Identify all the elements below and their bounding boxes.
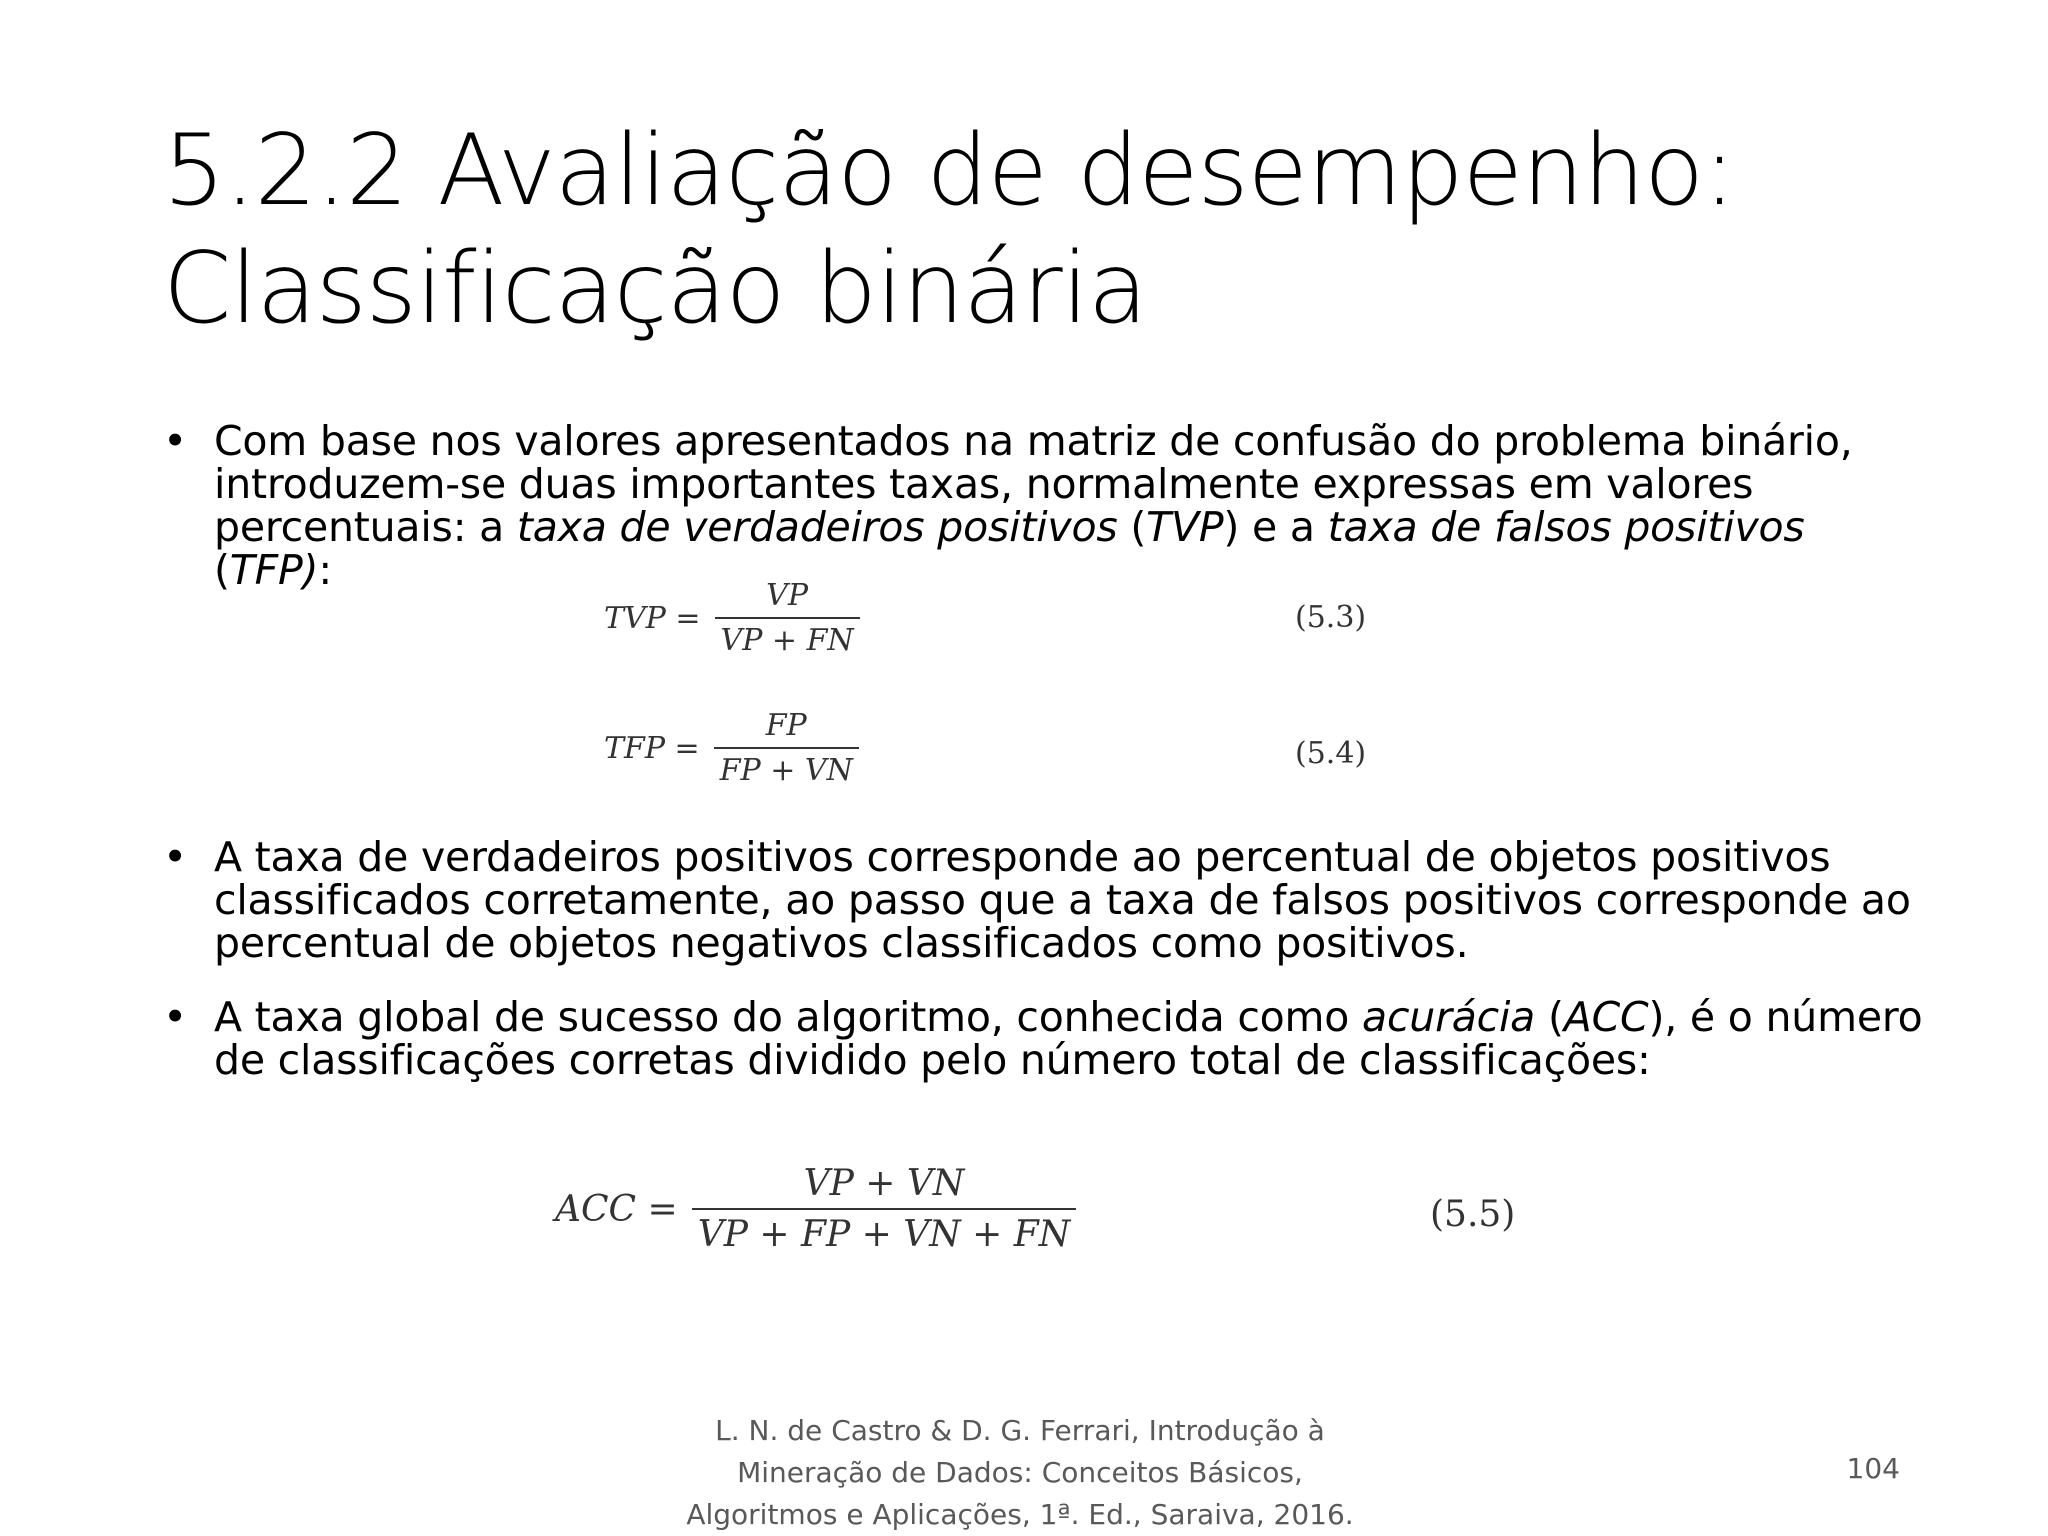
fraction-denominator: VP + FN [720,623,854,658]
fraction [715,578,860,658]
fraction-bar [714,747,859,749]
bullet-text-part: ( [1535,993,1564,1041]
fraction-denominator: VP + FP + VN + FN [697,1214,1071,1255]
bullet-marker: • [163,417,187,465]
page-number: 104 [1846,1452,1900,1485]
fraction-numerator: FP [765,708,807,743]
equation-number: (5.3) [1295,600,1367,635]
term-tfp: taxa de falsos positivos [1327,503,1805,551]
term-acuracia: acurácia [1362,993,1536,1041]
footer-line: Mineração de Dados: Conceitos Básicos, [737,1456,1303,1489]
slide-title-line-1: 5.2.2 Avaliação de desempenho: [163,114,1736,228]
equation-lhs: TVP = [604,600,701,636]
fraction-bar [692,1208,1077,1210]
footer-line: Algoritmos e Aplicações, 1ª. Ed., Saraiva, 2016. [686,1498,1354,1531]
bullet-text-part: ( [1117,503,1147,551]
bullet-text-part: ( [214,546,230,594]
bullet-text: A taxa de verdadeiros positivos corresponde ao percentual de objetos positivos classificados corretamente, ao passo que a taxa de falsos positivos corresponde ao percentual de objetos negativos classificados como positivos. [214,833,1911,967]
bullet-marker: • [163,993,187,1041]
abbr-acc: ACC [1563,993,1649,1041]
bullet-text [214,993,1923,1084]
footer-line: L. N. de Castro & D. G. Ferrari, Introdução à [715,1414,1325,1447]
bullet-text-part: : [318,546,332,594]
fraction [714,708,859,788]
equation-lhs: TFP = [604,730,700,766]
slide-title [163,112,1923,348]
abbr-tfp: TFP) [229,546,319,594]
slide-title-line-2: Classificação binária [163,232,1147,346]
fraction-bar [715,617,860,619]
fraction [692,1163,1077,1255]
bullet-marker: • [163,833,187,881]
bullet-text-part: ) e a [1223,503,1328,551]
fraction-numerator: VP + VN [803,1163,965,1204]
bullet-text [214,417,1923,594]
equation-number: (5.4) [1295,736,1367,771]
bullet-text-part: Com base nos valores apresentados na matriz de confusão do problema binário, introduzem-se duas importantes taxas, normalmente expressas em valores percentuais: a [214,417,1853,551]
equation-tvp [604,578,860,658]
bullet-item [163,833,1923,967]
abbr-tvp: TVP [1146,503,1224,551]
equation-number: (5.5) [1430,1194,1516,1235]
equation-lhs: ACC = [555,1188,678,1230]
bullet-item [163,993,1923,1084]
bullet-text-part: ), é o número de classificações corretas dividido pelo número total de classificações: [214,993,1923,1084]
fraction-denominator: FP + VN [719,753,853,788]
equation-tfp [604,708,859,788]
fraction-numerator: VP [766,578,809,613]
bullet-item [163,417,1923,594]
term-tvp: taxa de verdadeiros positivos [516,503,1118,551]
footer-citation [640,1410,1400,1536]
equation-acc [555,1163,1076,1255]
bullet-text-part: A taxa global de sucesso do algoritmo, conhecida como [214,993,1363,1041]
